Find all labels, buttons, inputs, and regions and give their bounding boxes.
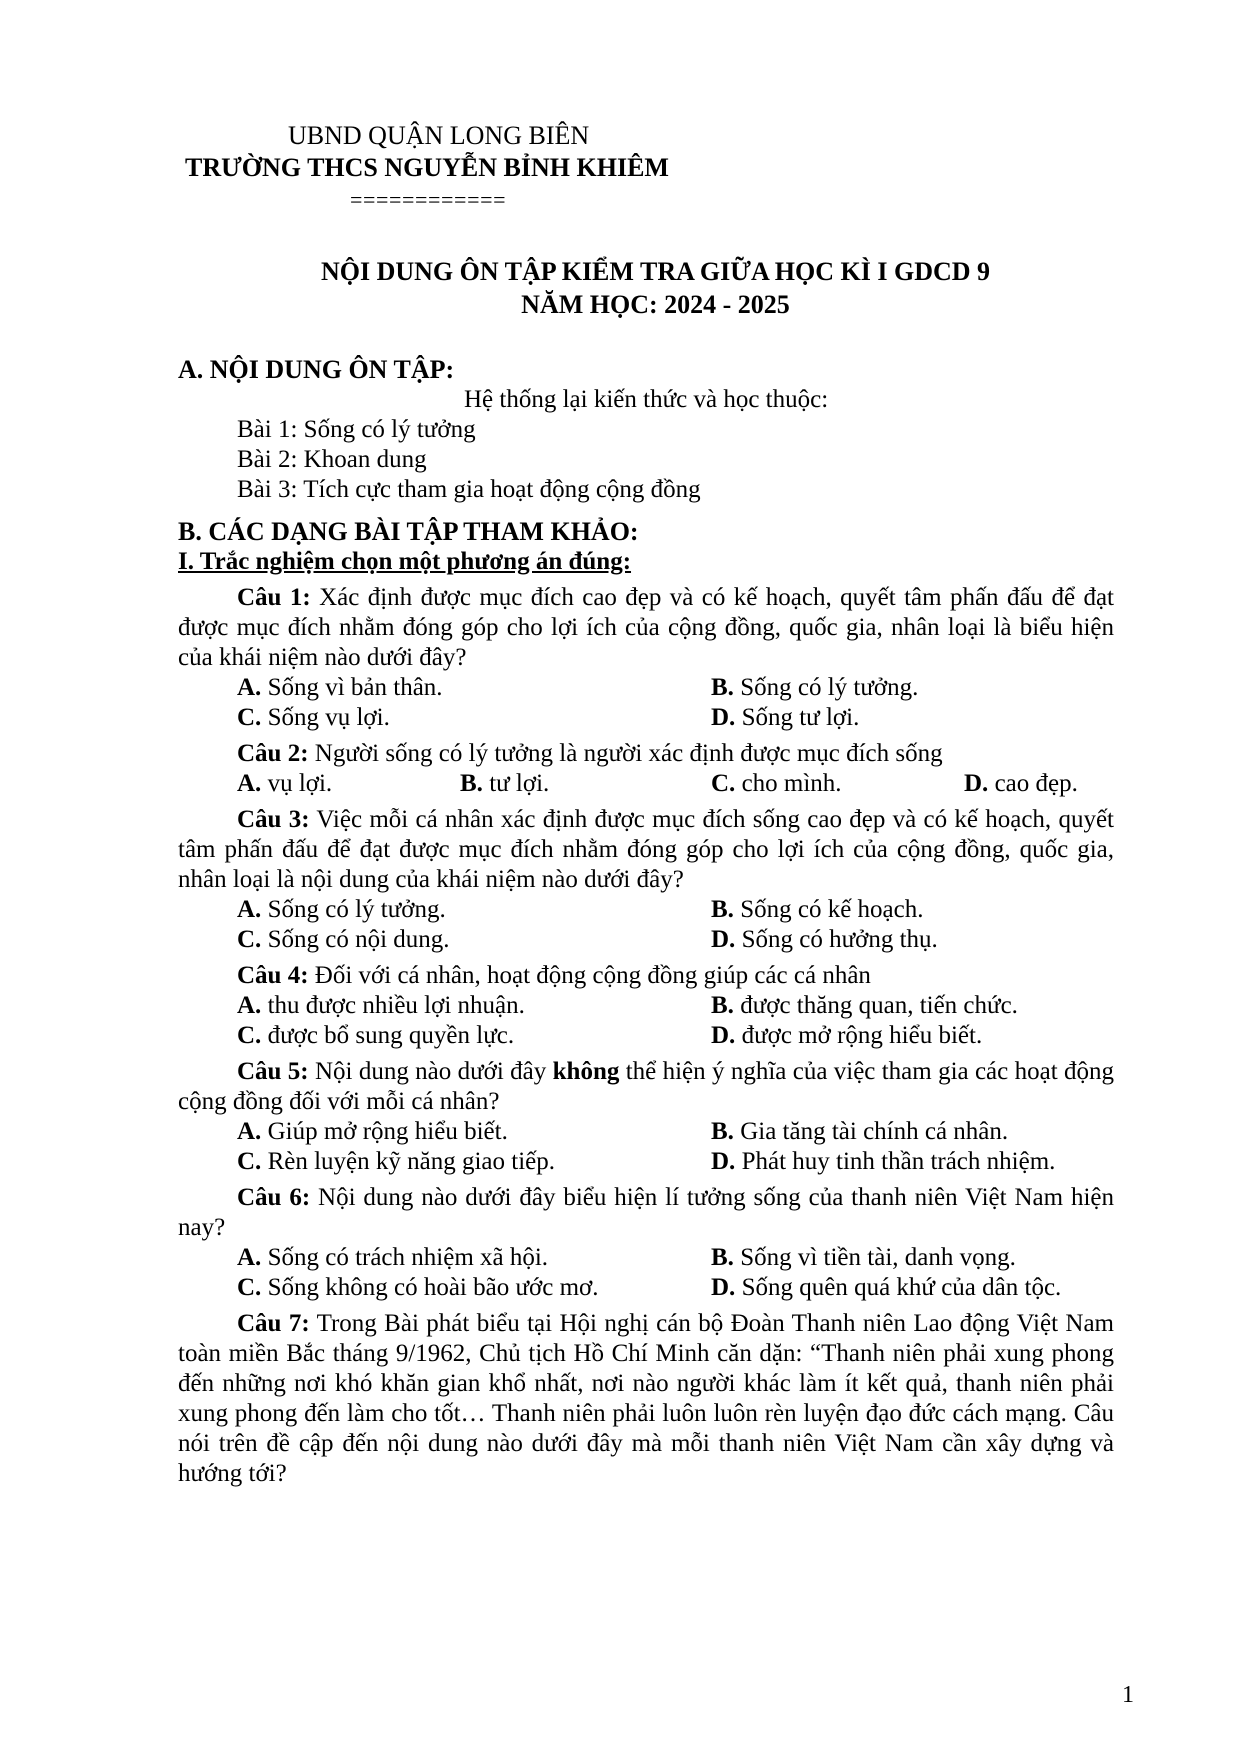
question-1-options xyxy=(178,673,1114,733)
question-label: Câu 7: xyxy=(237,1310,310,1337)
question-7 xyxy=(178,1309,1114,1489)
question-4 xyxy=(178,961,1114,991)
section-a-heading: A. NỘI DUNG ÔN TẬP: xyxy=(178,355,455,384)
option-a: A. Giúp mở rộng hiểu biết. xyxy=(237,1118,508,1145)
option-d: D. Phát huy tinh thần trách nhiệm. xyxy=(711,1148,1056,1175)
header-separator: ============ xyxy=(350,187,507,212)
question-5 xyxy=(178,1057,1114,1117)
option-d: D. Sống tư lợi. xyxy=(711,704,860,731)
option-c: C. được bổ sung quyền lực. xyxy=(237,1022,515,1049)
document-body xyxy=(178,355,1114,1489)
section-b-heading: B. CÁC DẠNG BÀI TẬP THAM KHẢO: xyxy=(178,517,639,546)
page-number: 1 xyxy=(1122,1682,1134,1708)
question-emphasis: không xyxy=(552,1058,620,1085)
option-b: B. Gia tăng tài chính cá nhân. xyxy=(711,1118,1009,1145)
question-5-options xyxy=(178,1117,1114,1177)
government-name: UBND QUẬN LONG BIÊN xyxy=(288,121,590,150)
school-year: NĂM HỌC: 2024 - 2025 xyxy=(521,290,790,319)
section-b-subheading: I. Trắc nghiệm chọn một phương án đúng: xyxy=(178,548,632,575)
question-text: Người sống có lý tưởng là người xác định được mục đích sống xyxy=(308,740,943,767)
question-label: Câu 6: xyxy=(237,1184,311,1211)
question-label: Câu 5: xyxy=(237,1058,309,1085)
question-2-options xyxy=(178,769,1114,799)
question-3-options xyxy=(178,895,1114,955)
question-6 xyxy=(178,1183,1114,1243)
question-text: Trong Bài phát biểu tại Hội nghị cán bộ Đoàn Thanh niên Lao động Việt Nam toàn miền Bắc tháng 9/1962, Chủ tịch Hồ Chí Minh căn dặn: “Thanh niên phải xung phong đến những nơi khó khăn gian khổ nhất, nơi nào người khác làm ít kết quả, thanh niên phải xung phong đến làm cho tốt… Thanh niên phải luôn luôn rèn luyện đạo đức cách mạng. Câu nói trên đề cập đến nội dung nào dưới đây mà mỗi thanh niên Việt Nam cần xây dựng và hướng tới? xyxy=(178,1310,1114,1487)
question-1 xyxy=(178,583,1114,673)
option-b: B. Sống có lý tưởng. xyxy=(711,674,919,701)
question-3 xyxy=(178,805,1114,895)
option-a: A. Sống vì bản thân. xyxy=(237,674,443,701)
question-6-options xyxy=(178,1243,1114,1303)
option-c: C. Sống không có hoài bão ước mơ. xyxy=(237,1274,599,1301)
question-text: Nội dung nào dưới đây biểu hiện lí tưởng sống của thanh niên Việt Nam hiện nay? xyxy=(178,1184,1114,1241)
lesson-item: Bài 3: Tích cực tham gia hoạt động cộng đồng xyxy=(237,476,701,503)
option-a: A. Sống có trách nhiệm xã hội. xyxy=(237,1244,549,1271)
question-text: Đối với cá nhân, hoạt động cộng đồng giúp các cá nhân xyxy=(308,962,871,989)
option-b: B. tư lợi. xyxy=(460,770,550,797)
option-c: C. cho mình. xyxy=(711,770,842,797)
option-d: D. Sống có hưởng thụ. xyxy=(711,926,938,953)
option-a: A. thu được nhiều lợi nhuận. xyxy=(237,992,525,1019)
option-d: D. được mở rộng hiểu biết. xyxy=(711,1022,983,1049)
school-name: TRƯỜNG THCS NGUYỄN BỈNH KHIÊM xyxy=(185,153,669,182)
option-b: B. Sống vì tiền tài, danh vọng. xyxy=(711,1244,1016,1271)
option-d: D. Sống quên quá khứ của dân tộc. xyxy=(711,1274,1062,1301)
section-a-intro: Hệ thống lại kiến thức và học thuộc: xyxy=(464,386,829,413)
question-text: Xác định được mục đích cao đẹp và có kế hoạch, quyết tâm phấn đấu để đạt được mục đích nhằm đóng góp cho lợi ích của cộng đồng, quốc gia, nhân loại là biểu hiện của khái niệm nào dưới đây? xyxy=(178,584,1114,671)
document-title: NỘI DUNG ÔN TẬP KIỂM TRA GIỮA HỌC KÌ I GDCD 9 xyxy=(320,257,991,286)
option-c: C. Sống có nội dung. xyxy=(237,926,450,953)
option-a: A. Sống có lý tưởng. xyxy=(237,896,446,923)
option-c: C. Sống vụ lợi. xyxy=(237,704,390,731)
question-label: Câu 1: xyxy=(237,584,311,611)
question-2 xyxy=(178,739,1114,769)
option-c: C. Rèn luyện kỹ năng giao tiếp. xyxy=(237,1148,556,1175)
option-b: B. Sống có kế hoạch. xyxy=(711,896,924,923)
question-4-options xyxy=(178,991,1114,1051)
question-text: thể hiện ý nghĩa của việc tham gia các hoạt động cộng đồng đối với mỗi cá nhân? xyxy=(178,1058,1114,1115)
question-label: Câu 4: xyxy=(237,962,309,989)
question-label: Câu 2: xyxy=(237,740,309,767)
question-text: Việc mỗi cá nhân xác định được mục đích sống cao đẹp và có kế hoạch, quyết tâm phấn đấu để đạt được mục đích nhằm đóng góp cho lợi ích của cộng đồng, quốc gia, nhân loại là nội dung của khái niệm nào dưới đây? xyxy=(178,806,1114,893)
question-label: Câu 3: xyxy=(237,806,310,833)
lesson-item: Bài 1: Sống có lý tưởng xyxy=(237,416,476,443)
option-d: D. cao đẹp. xyxy=(964,770,1078,797)
question-text: Nội dung nào dưới đây xyxy=(308,1058,553,1085)
option-a: A. vụ lợi. xyxy=(237,770,333,797)
option-b: B. được thăng quan, tiến chức. xyxy=(711,992,1018,1019)
lesson-item: Bài 2: Khoan dung xyxy=(237,446,427,473)
